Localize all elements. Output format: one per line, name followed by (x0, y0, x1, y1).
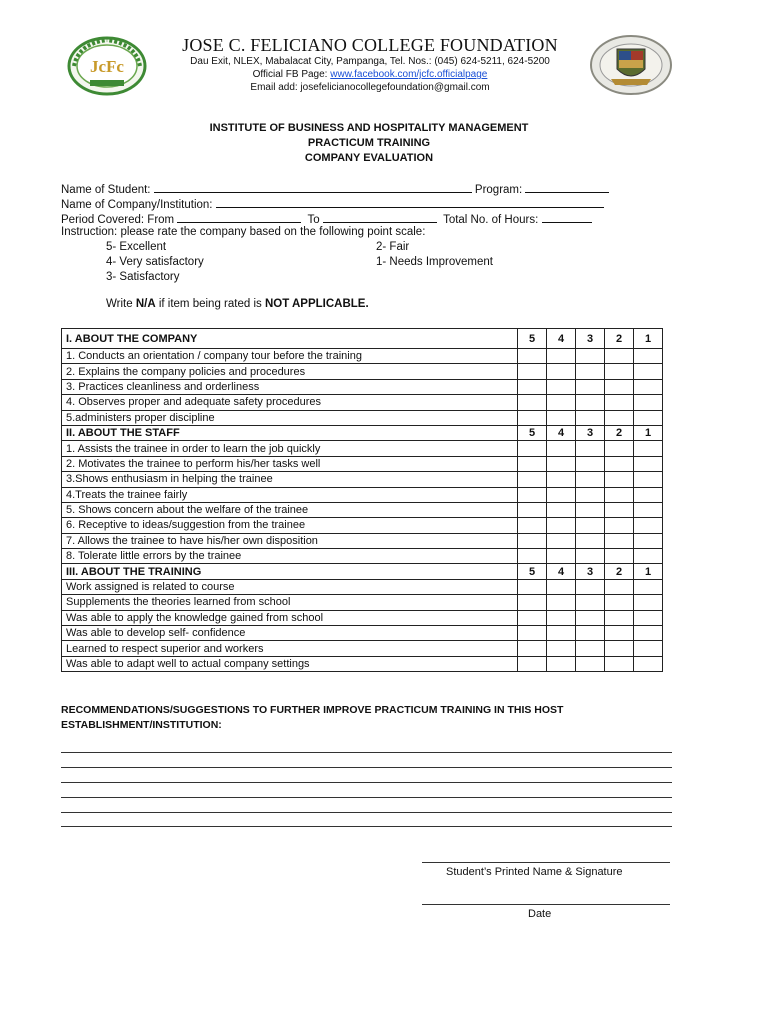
rating-cell[interactable] (634, 656, 663, 671)
section-header-row (62, 564, 663, 579)
rating-cell[interactable] (634, 626, 663, 641)
fb-page-line (160, 69, 580, 80)
recommendation-line[interactable] (61, 752, 672, 753)
criterion-label: Was able to develop self- confidence (62, 626, 518, 641)
recommendation-line[interactable] (61, 826, 672, 827)
criterion-label: Work assigned is related to course (62, 579, 518, 594)
program-title: PRACTICUM TRAINING (307, 137, 431, 149)
rating-cell[interactable] (605, 502, 634, 517)
recommendation-line[interactable] (61, 812, 672, 813)
section-title: III. ABOUT THE TRAINING (62, 564, 518, 579)
rating-cell[interactable] (634, 549, 663, 564)
rating-cell[interactable] (518, 395, 547, 410)
section-header-row (62, 425, 663, 440)
criterion-label: 5.administers proper discipline (62, 410, 518, 425)
criterion-row (62, 472, 663, 487)
rating-cell[interactable] (605, 395, 634, 410)
score-header: 2 (605, 425, 634, 440)
hours-label: Total No. of Hours: (443, 214, 539, 226)
rating-cell[interactable] (547, 549, 576, 564)
criterion-row (62, 410, 663, 425)
score-header: 1 (634, 564, 663, 579)
period-row (61, 211, 592, 226)
score-header: 2 (605, 564, 634, 579)
score-header: 5 (518, 564, 547, 579)
score-header: 4 (547, 564, 576, 579)
rating-cell[interactable] (518, 364, 547, 379)
rating-cell[interactable] (634, 456, 663, 471)
rating-cell[interactable] (576, 441, 605, 456)
rating-cell[interactable] (634, 518, 663, 533)
rating-cell[interactable] (518, 595, 547, 610)
criterion-label: Learned to respect superior and workers (62, 641, 518, 656)
criterion-row (62, 379, 663, 394)
rating-cell[interactable] (634, 579, 663, 594)
rating-cell[interactable] (518, 379, 547, 394)
rating-cell[interactable] (547, 641, 576, 656)
rating-cell[interactable] (605, 549, 634, 564)
criterion-row (62, 549, 663, 564)
score-header: 3 (576, 564, 605, 579)
signature-label: Student’s Printed Name & Signature (446, 866, 623, 878)
criterion-row (62, 441, 663, 456)
rating-cell[interactable] (576, 641, 605, 656)
student-row (61, 181, 609, 196)
section-header-row (62, 329, 663, 349)
rating-cell[interactable] (605, 379, 634, 394)
fb-label: Official FB Page: (252, 69, 331, 80)
criterion-row (62, 626, 663, 641)
criterion-label: 2. Explains the company policies and procedures (62, 364, 518, 379)
rating-cell[interactable] (576, 549, 605, 564)
criterion-row (62, 533, 663, 548)
rating-cell[interactable] (518, 456, 547, 471)
rating-cell[interactable] (547, 472, 576, 487)
section-title: I. ABOUT THE COMPANY (62, 329, 518, 349)
email-line: Email add: josefelicianocollegefoundation@gmail.com (250, 82, 490, 93)
na-note (106, 298, 369, 310)
rating-cell[interactable] (518, 626, 547, 641)
rating-cell[interactable] (518, 487, 547, 502)
rating-cell[interactable] (605, 410, 634, 425)
form-title: COMPANY EVALUATION (304, 152, 434, 164)
rating-cell[interactable] (605, 656, 634, 671)
rating-cell[interactable] (576, 472, 605, 487)
rating-cell[interactable] (605, 533, 634, 548)
rating-cell[interactable] (576, 656, 605, 671)
rating-cell[interactable] (518, 579, 547, 594)
score-header: 5 (518, 329, 547, 349)
rating-cell[interactable] (605, 364, 634, 379)
score-header: 3 (576, 425, 605, 440)
rating-cell[interactable] (518, 549, 547, 564)
rating-cell[interactable] (547, 579, 576, 594)
rating-cell[interactable] (576, 518, 605, 533)
rating-cell[interactable] (547, 487, 576, 502)
score-header: 4 (547, 329, 576, 349)
rating-cell[interactable] (634, 379, 663, 394)
rating-cell[interactable] (547, 533, 576, 548)
date-label: Date (528, 908, 552, 920)
rating-cell[interactable] (576, 456, 605, 471)
criterion-label: 3. Practices cleanliness and orderliness (62, 379, 518, 394)
rating-cell[interactable] (518, 410, 547, 425)
criterion-row (62, 364, 663, 379)
rating-cell[interactable] (518, 472, 547, 487)
na-note-write: Write (106, 298, 136, 310)
criterion-row (62, 487, 663, 502)
recommendations-label: RECOMMENDATIONS/SUGGESTIONS TO FURTHER IMPROVE PRACTICUM TRAINING IN THIS HOST ESTABLISHMENT/INSTITUTION: (61, 704, 564, 731)
na-note-not-applicable: NOT APPLICABLE. (264, 298, 369, 310)
student-name-field[interactable] (154, 181, 472, 193)
rating-cell[interactable] (518, 656, 547, 671)
rating-cell[interactable] (634, 641, 663, 656)
student-label: Name of Student: (61, 184, 151, 196)
scale-4: 4- Very satisfactory (106, 256, 204, 268)
rating-cell[interactable] (518, 533, 547, 548)
date-line[interactable] (422, 904, 670, 905)
criterion-label: Supplements the theories learned from school (62, 595, 518, 610)
company-row (61, 196, 604, 211)
rating-cell[interactable] (576, 410, 605, 425)
rating-cell[interactable] (634, 364, 663, 379)
rating-cell[interactable] (518, 610, 547, 625)
na-note-middle: if item being rated is (155, 298, 265, 310)
rating-cell[interactable] (547, 626, 576, 641)
rating-cell[interactable] (605, 441, 634, 456)
rating-cell[interactable] (605, 595, 634, 610)
rating-cell[interactable] (576, 595, 605, 610)
criterion-row (62, 595, 663, 610)
rating-cell[interactable] (634, 595, 663, 610)
rating-cell[interactable] (547, 379, 576, 394)
period-label: Period Covered: From (61, 214, 175, 226)
rating-cell[interactable] (547, 610, 576, 625)
criterion-row (62, 641, 663, 656)
rating-cell[interactable] (576, 533, 605, 548)
rating-cell[interactable] (547, 656, 576, 671)
rating-cell[interactable] (605, 579, 634, 594)
rating-cell[interactable] (605, 487, 634, 502)
recommendation-line[interactable] (61, 797, 672, 798)
total-hours-field[interactable] (542, 211, 592, 223)
rating-cell[interactable] (547, 410, 576, 425)
rating-cell[interactable] (634, 472, 663, 487)
rating-cell[interactable] (605, 610, 634, 625)
to-label: To (307, 214, 320, 226)
criterion-row (62, 518, 663, 533)
criterion-label: 4.Treats the trainee fairly (62, 487, 518, 502)
recommendation-line[interactable] (61, 782, 672, 783)
score-header: 4 (547, 425, 576, 440)
program-label: Program: (474, 184, 523, 196)
rating-cell[interactable] (634, 487, 663, 502)
company-label: Name of Company/Institution: (61, 199, 213, 211)
rating-cell[interactable] (547, 502, 576, 517)
rating-cell[interactable] (605, 456, 634, 471)
rating-cell[interactable] (518, 641, 547, 656)
na-note-na: N/A (135, 298, 156, 310)
criterion-row (62, 656, 663, 671)
rating-cell[interactable] (518, 349, 547, 364)
criterion-row (62, 349, 663, 364)
criterion-label: 1. Conducts an orientation / company tour before the training (62, 349, 518, 364)
criterion-label: 7. Allows the trainee to have his/her own disposition (62, 533, 518, 548)
rating-cell[interactable] (634, 610, 663, 625)
evaluation-table (61, 328, 663, 672)
rating-cell[interactable] (634, 502, 663, 517)
company-field[interactable] (216, 196, 604, 208)
criterion-label: 4. Observes proper and adequate safety procedures (62, 395, 518, 410)
scale-3: 3- Satisfactory (106, 271, 180, 283)
rating-cell[interactable] (605, 641, 634, 656)
rating-cell[interactable] (576, 487, 605, 502)
rating-cell[interactable] (576, 610, 605, 625)
scale-2: 2- Fair (376, 241, 410, 253)
criterion-row (62, 502, 663, 517)
rating-cell[interactable] (576, 395, 605, 410)
score-header: 3 (576, 329, 605, 349)
rating-cell[interactable] (547, 456, 576, 471)
score-header: 1 (634, 425, 663, 440)
criterion-row (62, 579, 663, 594)
section-title: II. ABOUT THE STAFF (62, 425, 518, 440)
score-header: 2 (605, 329, 634, 349)
rating-cell[interactable] (634, 395, 663, 410)
rating-cell[interactable] (576, 364, 605, 379)
instruction-text: Instruction: please rate the company based on the following point scale: (61, 226, 426, 238)
score-header: 5 (518, 425, 547, 440)
rating-cell[interactable] (576, 379, 605, 394)
rating-cell[interactable] (634, 410, 663, 425)
criterion-label: Was able to apply the knowledge gained from school (62, 610, 518, 625)
logo-text: JcFc (90, 57, 124, 76)
criterion-row (62, 456, 663, 471)
criterion-row (62, 610, 663, 625)
institute-seal (589, 35, 673, 95)
scale-1: 1- Needs Improvement (376, 256, 493, 268)
score-header: 1 (634, 329, 663, 349)
rating-cell[interactable] (518, 518, 547, 533)
rating-cell[interactable] (518, 502, 547, 517)
rating-cell[interactable] (634, 349, 663, 364)
rating-cell[interactable] (605, 626, 634, 641)
rating-cell[interactable] (518, 441, 547, 456)
rating-cell[interactable] (605, 349, 634, 364)
criterion-label: 8. Tolerate little errors by the trainee (62, 549, 518, 564)
fb-page-link[interactable]: www.facebook.com/jcfc.officialpage (330, 69, 488, 80)
rating-cell[interactable] (634, 441, 663, 456)
rating-cell[interactable] (576, 349, 605, 364)
rating-cell[interactable] (605, 518, 634, 533)
college-name: JOSE C. FELICIANO COLLEGE FOUNDATION (182, 35, 558, 55)
rating-cell[interactable] (634, 533, 663, 548)
recommendation-line[interactable] (61, 767, 672, 768)
rating-cell[interactable] (576, 502, 605, 517)
criterion-label: 2. Motivates the trainee to perform his/her tasks well (62, 456, 518, 471)
rating-cell[interactable] (547, 349, 576, 364)
rating-cell[interactable] (547, 364, 576, 379)
rating-cell[interactable] (547, 518, 576, 533)
period-from-field[interactable] (177, 211, 301, 223)
period-to-field[interactable] (323, 211, 437, 223)
scale-5: 5- Excellent (106, 241, 167, 253)
criterion-label: Was able to adapt well to actual company settings (62, 656, 518, 671)
signature-line[interactable] (422, 862, 670, 863)
program-field[interactable] (525, 181, 609, 193)
institute-title: INSTITUTE OF BUSINESS AND HOSPITALITY MANAGEMENT (209, 122, 529, 134)
college-logo (66, 36, 148, 96)
rating-cell[interactable] (547, 595, 576, 610)
criterion-label: 1. Assists the trainee in order to learn the job quickly (62, 441, 518, 456)
criterion-label: 5. Shows concern about the welfare of the trainee (62, 502, 518, 517)
rating-cell[interactable] (576, 579, 605, 594)
rating-cell[interactable] (605, 472, 634, 487)
criterion-label: 3.Shows enthusiasm in helping the trainee (62, 472, 518, 487)
criterion-label: 6. Receptive to ideas/suggestion from the trainee (62, 518, 518, 533)
rating-cell[interactable] (576, 626, 605, 641)
address-line: Dau Exit, NLEX, Mabalacat City, Pampanga, Tel. Nos.: (045) 624-5211, 624-5200 (190, 56, 550, 67)
rating-cell[interactable] (547, 441, 576, 456)
rating-cell[interactable] (547, 395, 576, 410)
criterion-row (62, 395, 663, 410)
